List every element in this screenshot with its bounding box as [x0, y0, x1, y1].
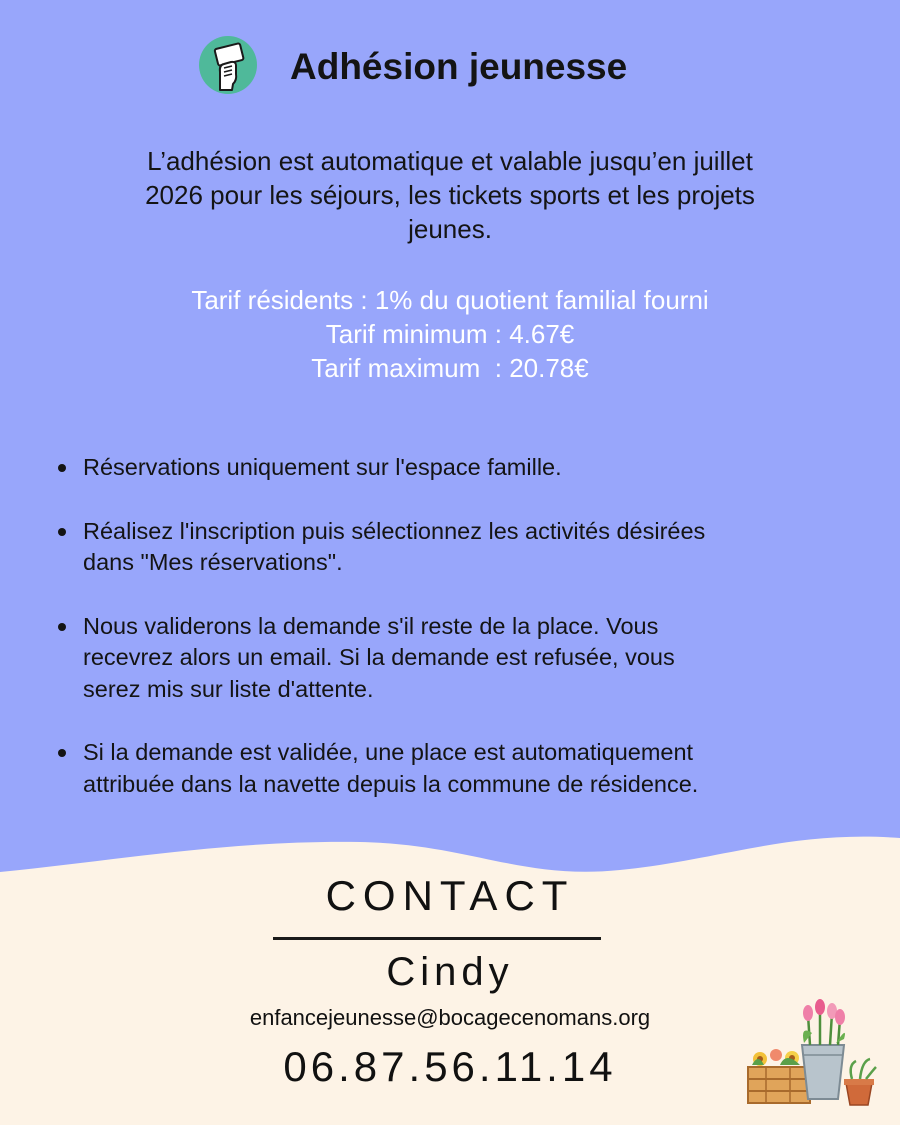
- list-item-text: Réalisez l'inscription puis sélectionnez les activités désirées: [83, 517, 706, 544]
- tarif-maximum: Tarif maximum : 20.78€: [311, 353, 589, 383]
- list-item-text: Si la demande est validée, une place est automatiquement: [83, 739, 694, 765]
- hand-holding-card-icon: [198, 34, 258, 96]
- bullet-dot: [58, 464, 66, 472]
- intro-paragraph: [60, 144, 840, 246]
- contact-title: CONTACT: [325, 872, 575, 919]
- list-item: [58, 516, 858, 579]
- intro-line: 2026 pour les séjours, les tickets sports et les projets: [145, 180, 755, 210]
- list-item-text: Réservations uniquement sur l'espace famille.: [83, 454, 562, 480]
- tarif-minimum: Tarif minimum : 4.67€: [325, 319, 575, 349]
- list-item-text: attribuée dans la navette depuis la commune de résidence.: [83, 770, 699, 797]
- tarifs-block: [60, 283, 840, 385]
- intro-line: jeunes.: [408, 214, 492, 244]
- list-item-text: serez mis sur liste d'attente.: [83, 675, 374, 702]
- bullet-dot: [58, 528, 66, 536]
- info-list: [58, 452, 858, 832]
- list-item-text: dans "Mes réservations".: [83, 549, 343, 575]
- page-title: Adhésion jeunesse: [290, 46, 628, 87]
- list-item-text: Nous validerons la demande s'il reste de la place. Vous: [83, 612, 659, 639]
- contact-email[interactable]: enfancejeunesse@bocagecenomans.org: [249, 1005, 651, 1030]
- list-item: [58, 611, 858, 706]
- flower-pots-icon: [740, 995, 880, 1110]
- tarif-residents: Tarif résidents : 1% du quotient familial fourni: [191, 285, 709, 315]
- list-item: [58, 737, 858, 800]
- header: [0, 34, 900, 100]
- intro-line: L’adhésion est automatique et valable jusqu’en juillet: [147, 146, 753, 176]
- list-item: [58, 452, 858, 484]
- contact-name: Cindy: [386, 950, 514, 994]
- list-item-text: recevrez alors un email. Si la demande est refusée, vous: [83, 644, 675, 670]
- contact-divider: [273, 937, 601, 940]
- bullet-dot: [58, 749, 66, 757]
- contact-phone[interactable]: 06.87.56.11.14: [283, 1043, 617, 1090]
- bullet-dot: [58, 623, 66, 631]
